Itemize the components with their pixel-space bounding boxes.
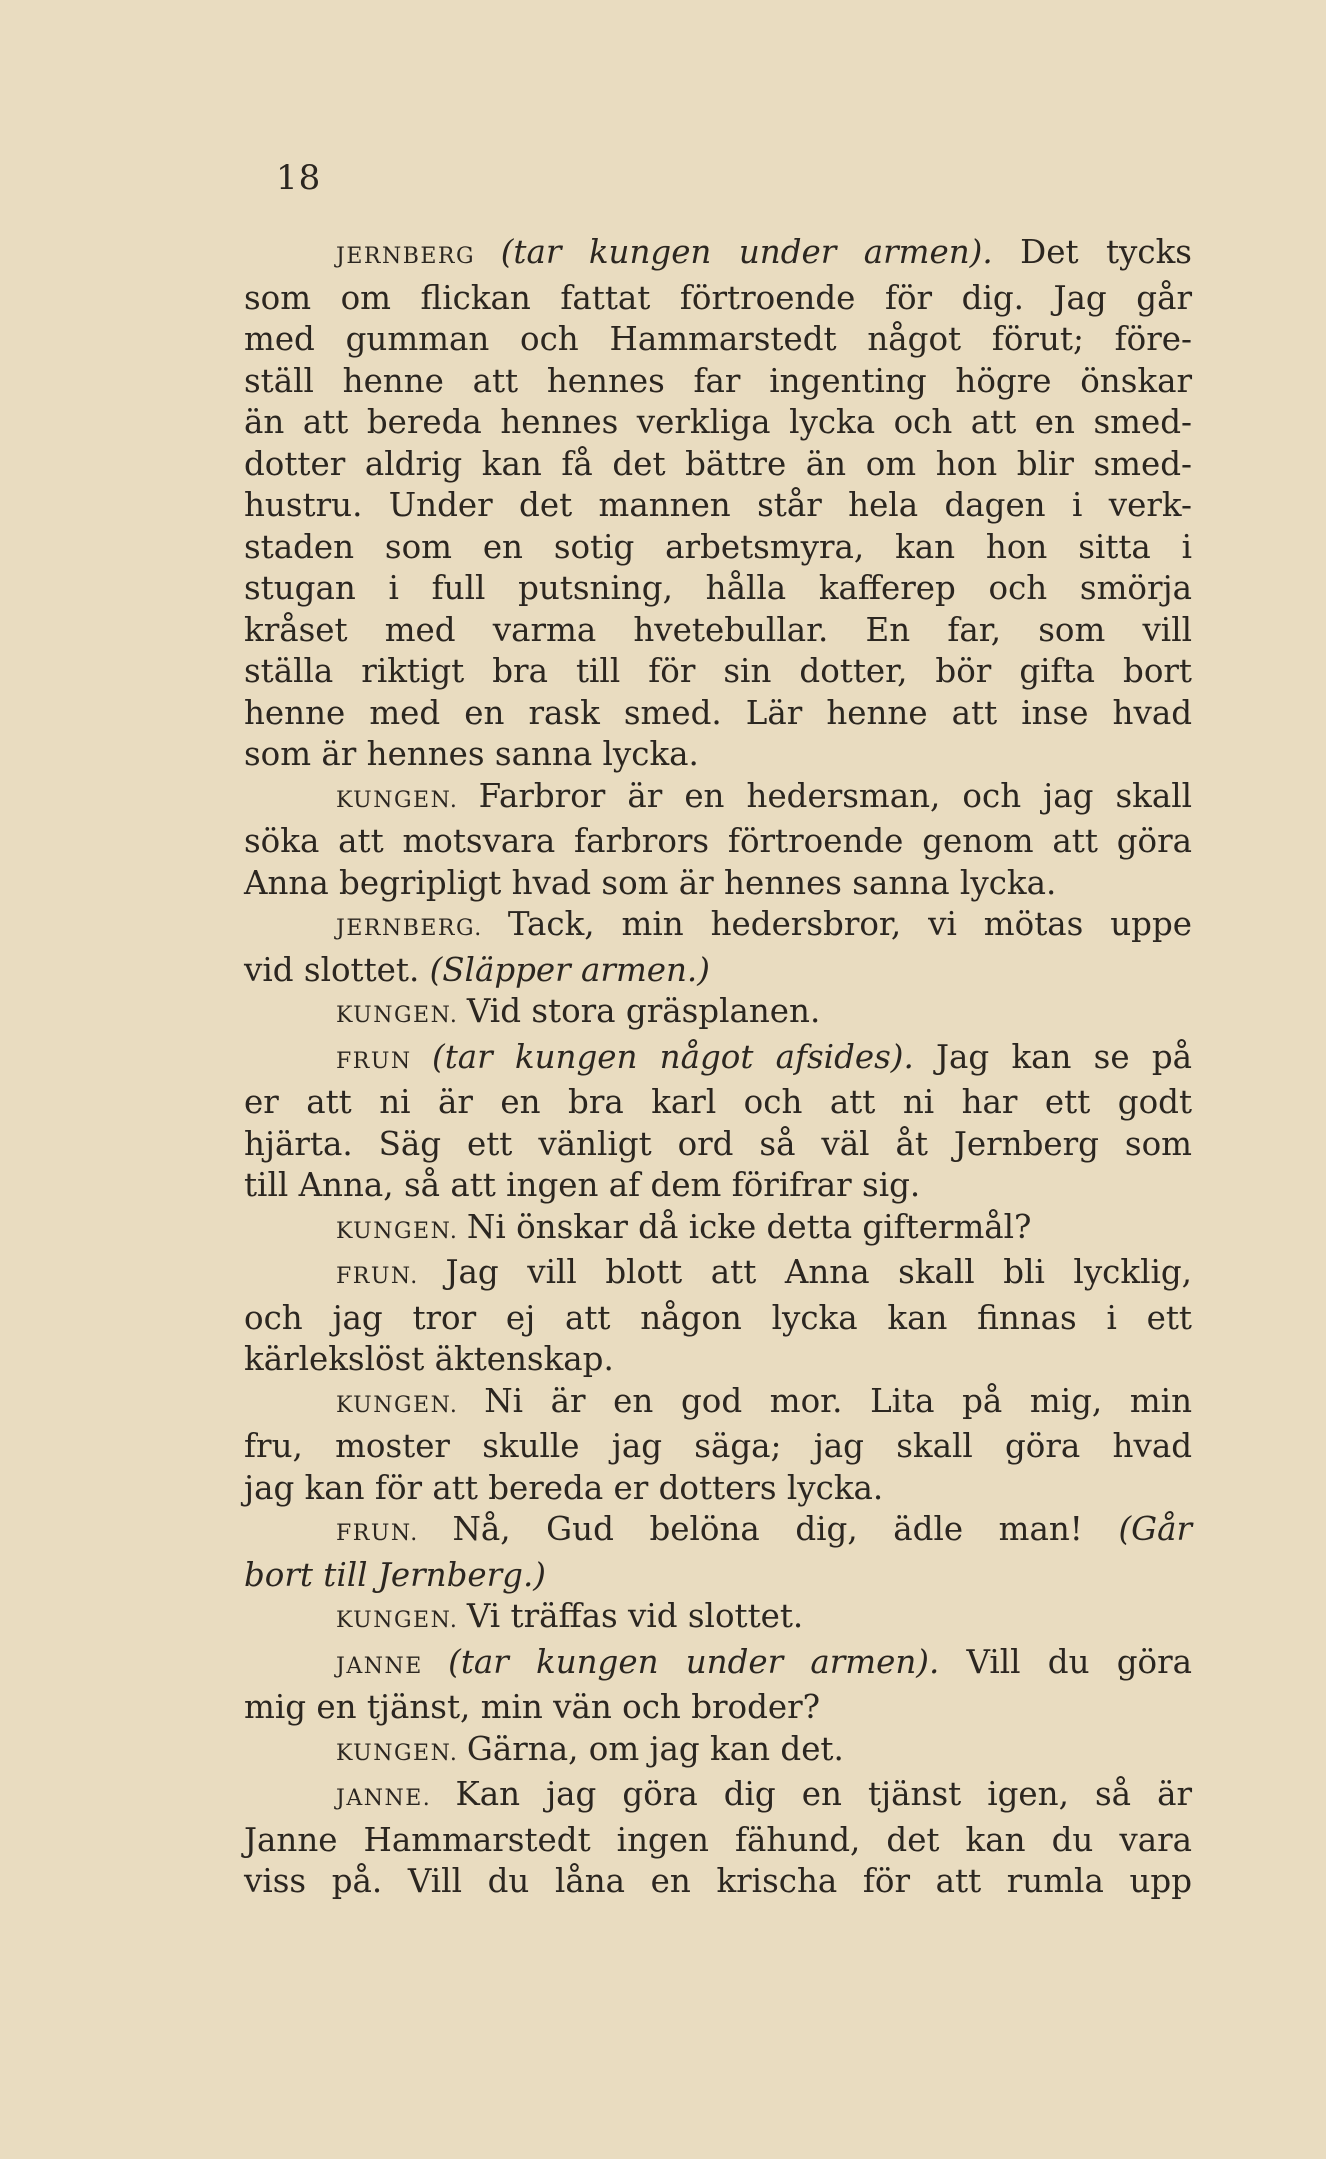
body-text bbox=[244, 232, 1192, 1903]
text-line bbox=[244, 1596, 1192, 1642]
text-line bbox=[244, 278, 1192, 320]
dialogue-text: Jag kan se på bbox=[936, 1037, 1192, 1076]
speaker-name: KUNGEN. bbox=[336, 1608, 467, 1633]
dialogue-text: Vi träffas vid slottet. bbox=[466, 1597, 804, 1635]
text-line bbox=[244, 904, 1192, 950]
dialogue-text: Jag vill blott att Anna skall bli lycklig, bbox=[445, 1253, 1192, 1291]
dialogue-text: Kan jag göra dig en tjänst igen, så är bbox=[455, 1775, 1192, 1813]
text-line bbox=[244, 1381, 1192, 1427]
speaker-name: FRUN. bbox=[336, 1264, 446, 1289]
speaker-name: KUNGEN. bbox=[336, 1392, 485, 1418]
speaker-name: FRUN bbox=[336, 1048, 433, 1074]
text-line bbox=[244, 1426, 1192, 1468]
text-line bbox=[244, 651, 1192, 693]
dialogue-text: vid slottet. bbox=[244, 950, 430, 989]
dialogue-text: Gärna, om jag kan det. bbox=[466, 1729, 844, 1768]
speaker-name: KUNGEN. bbox=[336, 1218, 467, 1244]
text-line bbox=[244, 734, 1192, 776]
stage-direction: (Går bbox=[1118, 1510, 1192, 1548]
text-line bbox=[244, 776, 1192, 822]
stage-direction: (tar kungen under armen). bbox=[448, 1642, 967, 1681]
text-line bbox=[244, 950, 1192, 992]
text-line bbox=[244, 402, 1192, 444]
dialogue-text: som är hennes sanna lycka. bbox=[244, 735, 699, 773]
text-line bbox=[244, 1037, 1192, 1083]
dialogue-text: dotter aldrig kan få det bättre än om hon blir smed- bbox=[244, 444, 1192, 483]
text-line bbox=[244, 485, 1192, 527]
dialogue-text: er att ni är en bra karl och att ni har ett godt bbox=[244, 1083, 1192, 1121]
dialogue-text: Anna begripligt hvad som är hennes sanna lycka. bbox=[244, 863, 1057, 902]
text-line bbox=[244, 527, 1192, 569]
text-line bbox=[244, 1252, 1192, 1298]
dialogue-text: kråset med varma hvetebullar. En far, som vill bbox=[244, 610, 1192, 649]
text-line bbox=[244, 1165, 1192, 1207]
dialogue-text: Janne Hammarstedt ingen fähund, det kan du vara bbox=[244, 1820, 1192, 1859]
dialogue-text: än att bereda hennes verkliga lycka och att en smed- bbox=[244, 403, 1192, 441]
dialogue-text: Ni är en god mor. Lita på mig, min bbox=[484, 1381, 1193, 1420]
dialogue-text: som om flickan fattat förtroende för dig. Jag går bbox=[244, 278, 1192, 317]
dialogue-text: mig en tjänst, min vän och broder? bbox=[244, 1688, 821, 1726]
stage-direction: bort till Jernberg.) bbox=[244, 1555, 546, 1594]
dialogue-text: ställ henne att hennes far ingenting högre önskar bbox=[244, 361, 1192, 400]
text-line bbox=[244, 1729, 1192, 1775]
text-line bbox=[244, 1642, 1192, 1688]
text-line bbox=[244, 1555, 1192, 1597]
stage-direction: (tar kungen under armen). bbox=[500, 233, 1021, 271]
dialogue-text: Vid stora gräsplanen. bbox=[466, 992, 821, 1030]
stage-direction: (Släpper armen.) bbox=[429, 950, 710, 989]
dialogue-text: fru, moster skulle jag säga; jag skall göra hvad bbox=[244, 1427, 1192, 1465]
text-line bbox=[244, 1082, 1192, 1124]
dialogue-text: ställa riktigt bra till för sin dotter, bör gifta bort bbox=[244, 652, 1192, 690]
text-line bbox=[244, 319, 1192, 361]
dialogue-text: jag kan för att bereda er dotters lycka. bbox=[244, 1468, 884, 1507]
dialogue-text: till Anna, så att ingen af dem förifrar sig. bbox=[244, 1166, 921, 1204]
text-line bbox=[244, 568, 1192, 610]
speaker-name: JERNBERG bbox=[336, 244, 501, 269]
dialogue-text: henne med en rask smed. Lär henne att inse hvad bbox=[244, 693, 1192, 732]
dialogue-text: Ni önskar då icke detta giftermål? bbox=[466, 1207, 1032, 1246]
text-line bbox=[244, 1774, 1192, 1820]
page-number: 18 bbox=[276, 158, 322, 198]
dialogue-text: staden som en sotig arbetsmyra, kan hon sitta i bbox=[244, 527, 1192, 566]
text-line bbox=[244, 1820, 1192, 1862]
text-line bbox=[244, 863, 1192, 905]
text-line bbox=[244, 1124, 1192, 1166]
dialogue-text: med gumman och Hammarstedt något förut; före- bbox=[244, 320, 1192, 358]
text-line bbox=[244, 232, 1192, 278]
dialogue-text: Vill du göra bbox=[966, 1642, 1192, 1681]
text-line bbox=[244, 1468, 1192, 1510]
speaker-name: JANNE. bbox=[336, 1786, 456, 1811]
dialogue-text: stugan i full putsning, hålla kafferep och smörja bbox=[244, 569, 1192, 607]
text-line bbox=[244, 821, 1192, 863]
dialogue-text: Nå, Gud belöna dig, ädle man! bbox=[452, 1510, 1119, 1548]
stage-direction: (tar kungen något afsides). bbox=[432, 1037, 937, 1076]
text-line bbox=[244, 361, 1192, 403]
dialogue-text: Farbror är en hedersman, och jag skall bbox=[478, 776, 1192, 815]
dialogue-text: och jag tror ej att någon lycka kan finnas i ett bbox=[244, 1298, 1192, 1337]
dialogue-text: hjärta. Säg ett vänligt ord så väl åt Jernberg som bbox=[244, 1124, 1192, 1163]
text-line bbox=[244, 1298, 1192, 1340]
text-line bbox=[244, 444, 1192, 486]
text-line bbox=[244, 1861, 1192, 1903]
dialogue-text: hustru. Under det mannen står hela dagen i verk- bbox=[244, 486, 1192, 524]
speaker-name: FRUN. bbox=[336, 1521, 453, 1546]
text-line bbox=[244, 1207, 1192, 1253]
speaker-name: KUNGEN. bbox=[336, 1003, 467, 1028]
text-line bbox=[244, 991, 1192, 1037]
text-line bbox=[244, 1687, 1192, 1729]
speaker-name: KUNGEN. bbox=[336, 1740, 467, 1766]
speaker-name: JANNE bbox=[336, 1653, 449, 1679]
text-line bbox=[244, 610, 1192, 652]
text-line bbox=[244, 1339, 1192, 1381]
dialogue-text: söka att motsvara farbrors förtroende genom att göra bbox=[244, 822, 1192, 860]
dialogue-text: Det tycks bbox=[1020, 233, 1192, 271]
dialogue-text: Tack, min hedersbror, vi mötas uppe bbox=[507, 905, 1193, 943]
speaker-name: KUNGEN. bbox=[336, 787, 479, 813]
text-line bbox=[244, 693, 1192, 735]
speaker-name: JERNBERG. bbox=[336, 916, 508, 941]
dialogue-text: kärlekslöst äktenskap. bbox=[244, 1340, 614, 1378]
text-line bbox=[244, 1509, 1192, 1555]
dialogue-text: viss på. Vill du låna en krischa för att rumla upp bbox=[244, 1862, 1192, 1900]
